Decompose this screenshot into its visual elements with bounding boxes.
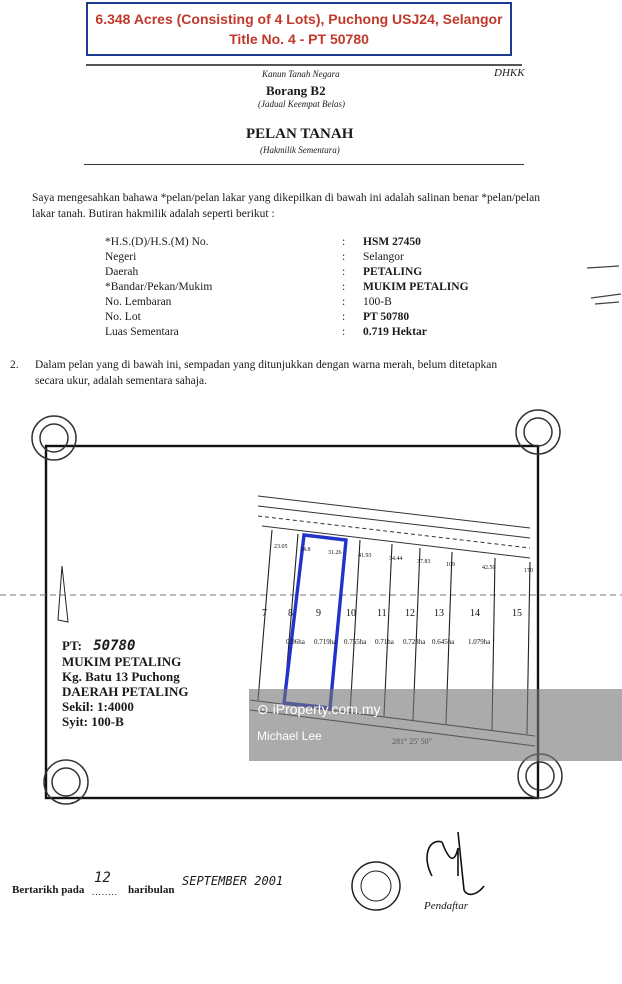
lot-dimension: 170 bbox=[524, 568, 533, 574]
intro-paragraph bbox=[32, 190, 612, 222]
note-line-1: Dalam pelan yang di bawah ini, sempadan yang ditunjukkan dengan warna merah, belum ditetapkan bbox=[35, 359, 498, 371]
note-number: 2. bbox=[10, 359, 19, 371]
agent-watermark bbox=[249, 689, 622, 761]
detail-sep: : bbox=[342, 266, 346, 278]
dot-leader-1: ........ bbox=[92, 887, 118, 897]
margin-scribble bbox=[585, 258, 622, 308]
dhkk-label: DHKK bbox=[494, 67, 525, 79]
detail-row bbox=[105, 235, 505, 250]
detail-value: PT 50780 bbox=[363, 311, 410, 323]
form-title: Borang B2 bbox=[266, 83, 326, 98]
location-pin-icon: ⊙ bbox=[257, 701, 269, 717]
document-subtitle: (Hakmilik Sementara) bbox=[260, 145, 340, 155]
detail-sep: : bbox=[342, 311, 346, 323]
lot-area: 0.728ha bbox=[403, 638, 426, 646]
intro-line-1: Saya mengesahkan bahawa *pelan/pelan lakar yang dikepilkan di bawah ini adalah salinan benar *pelan/pelan bbox=[32, 192, 541, 204]
lot-area: 1.079ha bbox=[468, 638, 491, 646]
mukim-line: MUKIM PETALING bbox=[62, 654, 182, 669]
lot-number: 14 bbox=[470, 608, 480, 619]
watermark-site-text: iProperty.com.my bbox=[272, 701, 381, 717]
lot-dimension: 37.83 bbox=[417, 559, 431, 565]
detail-row bbox=[105, 310, 505, 325]
banner-line-2: Title No. 4 - PT 50780 bbox=[229, 31, 369, 47]
detail-label: Daerah bbox=[105, 266, 139, 278]
pt-line bbox=[62, 638, 189, 654]
detail-sep: : bbox=[342, 281, 346, 293]
lot-area: 0.719ha bbox=[314, 638, 337, 646]
detail-sep: : bbox=[342, 251, 346, 263]
detail-row bbox=[105, 295, 505, 310]
intro-line-2: lakar tanah. Butiran hakmilik adalah seperti berikut : bbox=[32, 208, 275, 220]
detail-row bbox=[105, 250, 505, 265]
highlighted-lot-9 bbox=[284, 535, 346, 708]
lot-dimension: 41.93 bbox=[358, 553, 372, 559]
detail-value: PETALING bbox=[363, 266, 423, 278]
lot-number: 8 bbox=[288, 608, 293, 619]
dated-day: 12 bbox=[94, 870, 111, 886]
lot-dimension: 23.05 bbox=[274, 544, 288, 550]
registrar-signature bbox=[418, 818, 498, 908]
lot-number: 15 bbox=[512, 608, 522, 619]
title-details bbox=[105, 235, 505, 340]
month-label: haribulan bbox=[128, 884, 175, 896]
listing-banner bbox=[86, 2, 512, 56]
detail-sep: : bbox=[342, 296, 346, 308]
lot-area: 0.96ha bbox=[286, 638, 305, 646]
registrar-stamp bbox=[348, 858, 404, 914]
banner-line-1: 6.348 Acres (Consisting of 4 Lots), Puchong USJ24, Selangor bbox=[95, 11, 503, 27]
watermark-agent: Michael Lee bbox=[257, 729, 322, 743]
detail-value: 0.719 Hektar bbox=[363, 326, 427, 338]
dated-month-year: SEPTEMBER 2001 bbox=[182, 874, 284, 888]
detail-value: 100-B bbox=[363, 296, 392, 308]
detail-sep: : bbox=[342, 326, 346, 338]
lot-area: 0.755ha bbox=[344, 638, 367, 646]
lot-number: 11 bbox=[377, 608, 387, 619]
lot-area: 0.71ha bbox=[375, 638, 394, 646]
plan-label-block bbox=[62, 638, 189, 729]
detail-value: MUKIM PETALING bbox=[363, 281, 469, 293]
detail-value: Selangor bbox=[363, 251, 404, 263]
daerah-line: DAERAH PETALING bbox=[62, 684, 189, 699]
lot-number: 10 bbox=[346, 608, 356, 619]
north-arrow bbox=[58, 566, 68, 622]
detail-row bbox=[105, 280, 505, 295]
road-lines bbox=[258, 496, 530, 558]
title-rule bbox=[84, 164, 524, 165]
lot-number: 13 bbox=[434, 608, 444, 619]
detail-label: Luas Sementara bbox=[105, 326, 179, 338]
detail-sep: : bbox=[342, 236, 346, 248]
detail-label: No. Lembaran bbox=[105, 296, 172, 308]
lot-number: 7 bbox=[262, 608, 267, 619]
kanun-label: Kanun Tanah Negara bbox=[262, 69, 340, 79]
kampung-line: Kg. Batu 13 Puchong bbox=[62, 669, 180, 684]
header-rule bbox=[86, 64, 522, 66]
lot-number: 9 bbox=[316, 608, 321, 619]
detail-label: *Bandar/Pekan/Mukim bbox=[105, 281, 213, 293]
note-line-2: secara ukur, adalah sementara sahaja. bbox=[35, 375, 207, 387]
watermark-site bbox=[257, 701, 381, 718]
note-text bbox=[35, 357, 497, 389]
lot-dimension: 109 bbox=[446, 562, 455, 568]
lot-number: 12 bbox=[405, 608, 415, 619]
syit-line: Syit: 100-B bbox=[62, 714, 124, 729]
detail-label: *H.S.(D)/H.S.(M) No. bbox=[105, 236, 209, 248]
detail-label: Negeri bbox=[105, 251, 137, 263]
lot-dimension: 24.8 bbox=[300, 547, 311, 553]
schedule-label: (Jadual Keempat Belas) bbox=[258, 99, 345, 109]
detail-row bbox=[105, 265, 505, 280]
pt-value: 50780 bbox=[93, 638, 136, 654]
sekil-line: Sekil: 1:4000 bbox=[62, 699, 134, 714]
detail-row bbox=[105, 325, 505, 340]
signatory-label: Pendaftar bbox=[424, 900, 468, 912]
lot-dimension: 34.44 bbox=[389, 556, 403, 562]
lot-dimension: 31.26 bbox=[328, 550, 342, 556]
lot-area: 0.645ha bbox=[432, 638, 455, 646]
detail-label: No. Lot bbox=[105, 311, 141, 323]
lot-dimension: 42.50 bbox=[482, 565, 496, 571]
dated-label: Bertarikh pada bbox=[12, 884, 85, 896]
document-title: PELAN TANAH bbox=[246, 126, 354, 142]
pt-label: PT: bbox=[62, 638, 82, 653]
detail-value: HSM 27450 bbox=[363, 236, 421, 248]
